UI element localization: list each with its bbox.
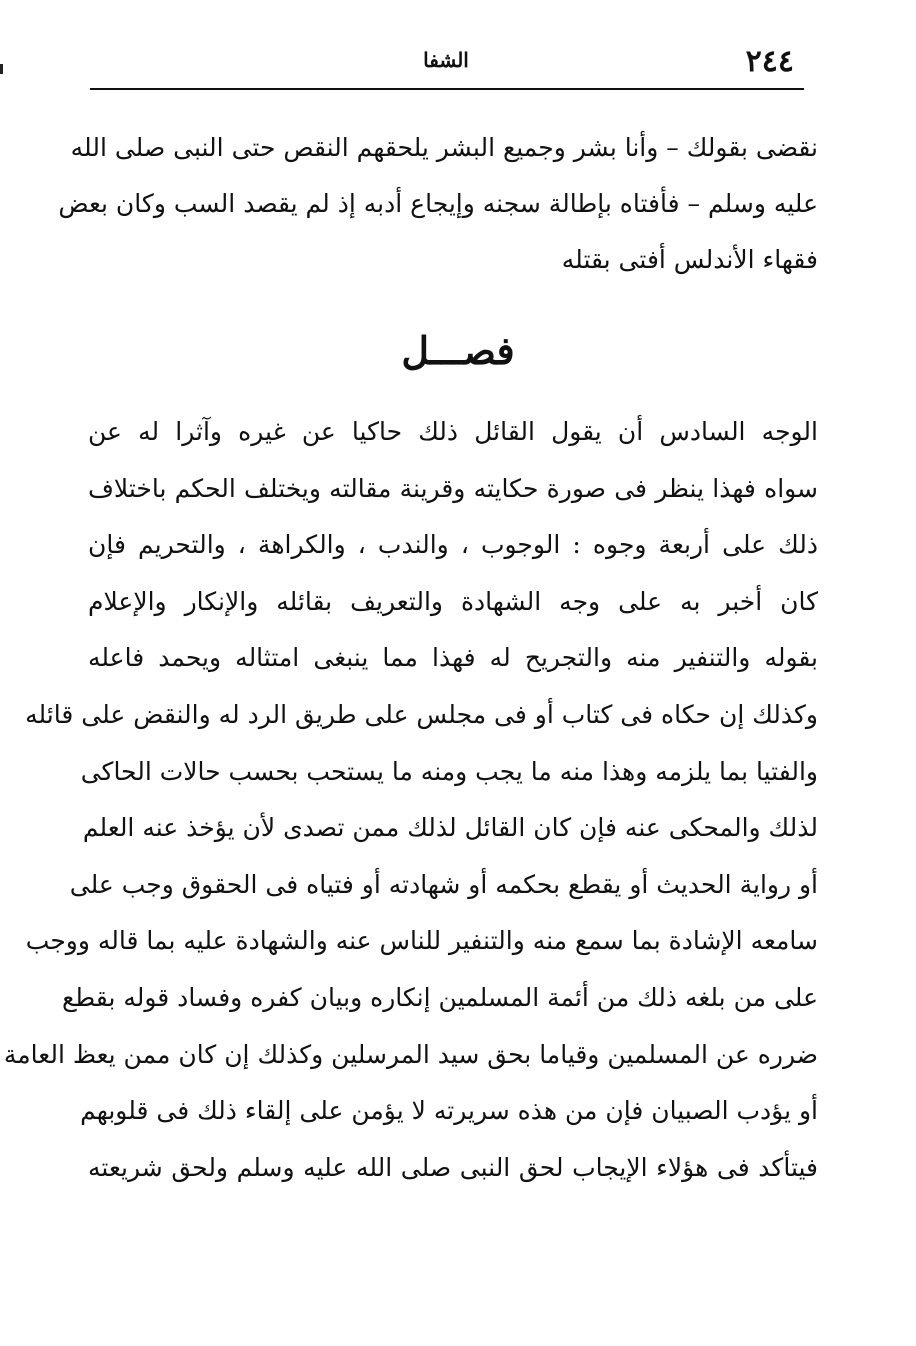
text-line: والفتيا بما يلزمه وهذا منه ما يجب ومنه ما يستحب بحسب حالات الحاكى <box>80 756 818 786</box>
paragraph-2 <box>3 404 818 1196</box>
running-title: الشفا <box>423 48 469 72</box>
text-line: وكذلك إن حكاه فى كتاب أو فى مجلس على طريق الرد له والنقض على قائله <box>25 699 818 729</box>
text-line: سامعه الإشادة بما سمع منه والتنفير للناس عنه والشهادة عليه بما قاله ووجب <box>25 926 818 956</box>
text-line: كان أخبر به على وجه الشهادة والتعريف بقائله والإنكار والإعلام <box>88 586 818 616</box>
page-header <box>90 42 802 86</box>
section-heading: فصـــل <box>401 328 515 373</box>
text-line: الوجه السادس أن يقول القائل ذلك حاكيا عن غيره وآثرا له عن <box>88 417 818 446</box>
paragraph-1 <box>58 120 818 288</box>
text-line: نقضى بقولك – وأنا بشر وجميع البشر يلحقهم النقص حتى النبى صلى الله <box>70 133 818 162</box>
header-rule <box>90 88 804 90</box>
text-line: فقهاء الأندلس أفتى بقتله <box>561 245 818 274</box>
text-line: ذلك على أربعة وجوه : الوجوب ، والندب ، والكراهة ، والتحريم فإن <box>88 530 818 560</box>
text-line: أو يؤدب الصبيان فإن من هذه سريرته لا يؤمن على إلقاء ذلك فى قلوبهم <box>80 1096 818 1126</box>
text-line: سواه فهذا ينظر فى صورة حكايته وقرينة مقالته ويختلف الحكم باختلاف <box>88 473 818 503</box>
text-line: ضرره عن المسلمين وقياما بحق سيد المرسلين وكذلك إن كان ممن يعظ العامة <box>3 1039 818 1069</box>
text-line: أو رواية الحديث أو يقطع بحكمه أو شهادته أو فتياه فى الحقوق وجب على <box>69 869 818 899</box>
text-line: فيتأكد فى هؤلاء الإيجاب لحق النبى صلى الله عليه وسلم ولحق شريعته <box>88 1152 818 1182</box>
text-line: لذلك والمحكى عنه فإن كان القائل لذلك ممن تصدى لأن يؤخذ عنه العلم <box>82 813 818 843</box>
text-line: على من بلغه ذلك من أئمة المسلمين إنكاره وبيان كفره وفساد قوله بقطع <box>61 982 818 1012</box>
text-line: عليه وسلم – فأفتاه بإطالة سجنه وإيجاع أدبه إذ لم يقصد السب وكان بعض <box>58 189 818 218</box>
page-edge-mark <box>0 64 3 74</box>
text-line: بقوله والتنفير منه والتجريح له فهذا مما ينبغى امتثاله ويحمد فاعله <box>88 643 818 673</box>
page-number: ٢٤٤ <box>745 44 794 79</box>
